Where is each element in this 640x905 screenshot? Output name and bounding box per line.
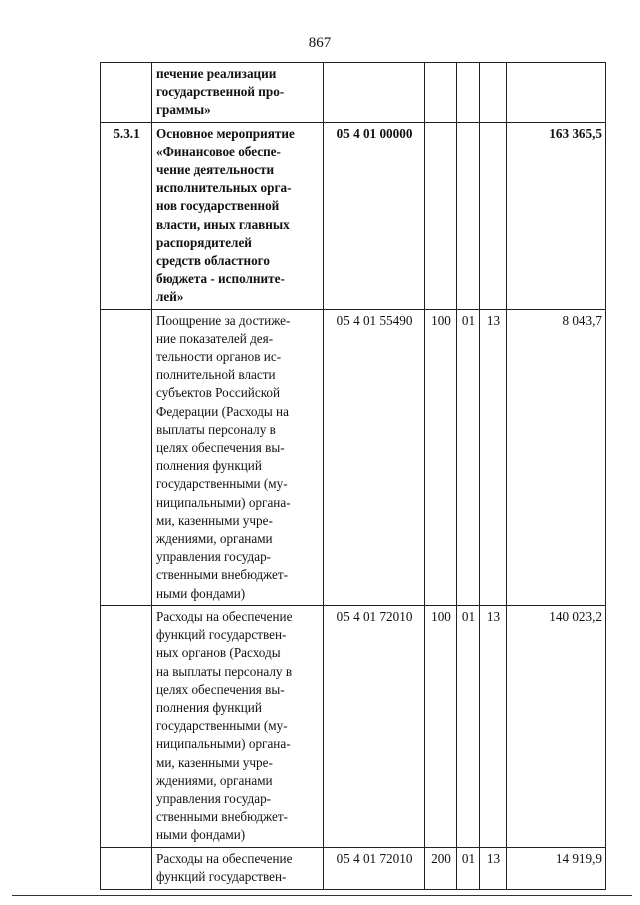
subsection-code: 13 [480,847,507,889]
budget-table [100,62,606,890]
amount [507,63,606,123]
target-article-code: 05 4 01 72010 [324,847,425,889]
subsection-code [480,122,507,309]
table-row [101,122,606,309]
target-article-code: 05 4 01 55490 [324,309,425,605]
target-article-code [324,63,425,123]
subsection-code [480,63,507,123]
section-code [457,122,480,309]
expense-type-code: 100 [425,309,457,605]
page-number: 867 [308,35,332,51]
expense-type-code [425,122,457,309]
expense-type-code: 200 [425,847,457,889]
row-number: 5.3.1 [101,122,152,309]
expense-name: Поощрение за достиже- ние показателей дея- тельности органов ис- полнительной власти субъектов Российской Федерации (Расходы на выплаты персоналу в целях обеспечения вы- полнения функций государственными (му- ниципальными) органа- ми, казенными учре- ждениями, органами управления государ- ственными внебюджет- ными фондами) [152,309,324,605]
subsection-code: 13 [480,605,507,847]
table-row [101,63,606,123]
expense-type-code [425,63,457,123]
subsection-code: 13 [480,309,507,605]
expense-name: печение реализации государственной про- граммы» [152,63,324,123]
section-code: 01 [457,847,480,889]
section-code: 01 [457,605,480,847]
section-code: 01 [457,309,480,605]
page-bottom-rule [12,895,632,896]
row-number [101,847,152,889]
target-article-code: 05 4 01 00000 [324,122,425,309]
amount: 163 365,5 [507,122,606,309]
table-row [101,847,606,889]
expense-name: Основное мероприятие «Финансовое обеспе- чение деятельности исполнительных орга- нов государственной власти, иных главных распорядителей средств областного бюджета - исполните- лей» [152,122,324,309]
row-number [101,309,152,605]
section-code [457,63,480,123]
row-number [101,63,152,123]
expense-type-code: 100 [425,605,457,847]
row-number [101,605,152,847]
table-row [101,605,606,847]
amount: 140 023,2 [507,605,606,847]
expense-name: Расходы на обеспечение функций государствен- ных органов (Расходы на выплаты персоналу в целях обеспечения вы- полнения функций государственными (му- ниципальными) органа- ми, казенными учре- ждениями, органами управления государ- ственными внебюджет- ными фондами) [152,605,324,847]
amount: 14 919,9 [507,847,606,889]
amount: 8 043,7 [507,309,606,605]
table-row [101,309,606,605]
target-article-code: 05 4 01 72010 [324,605,425,847]
expense-name: Расходы на обеспечение функций государствен- [152,847,324,889]
